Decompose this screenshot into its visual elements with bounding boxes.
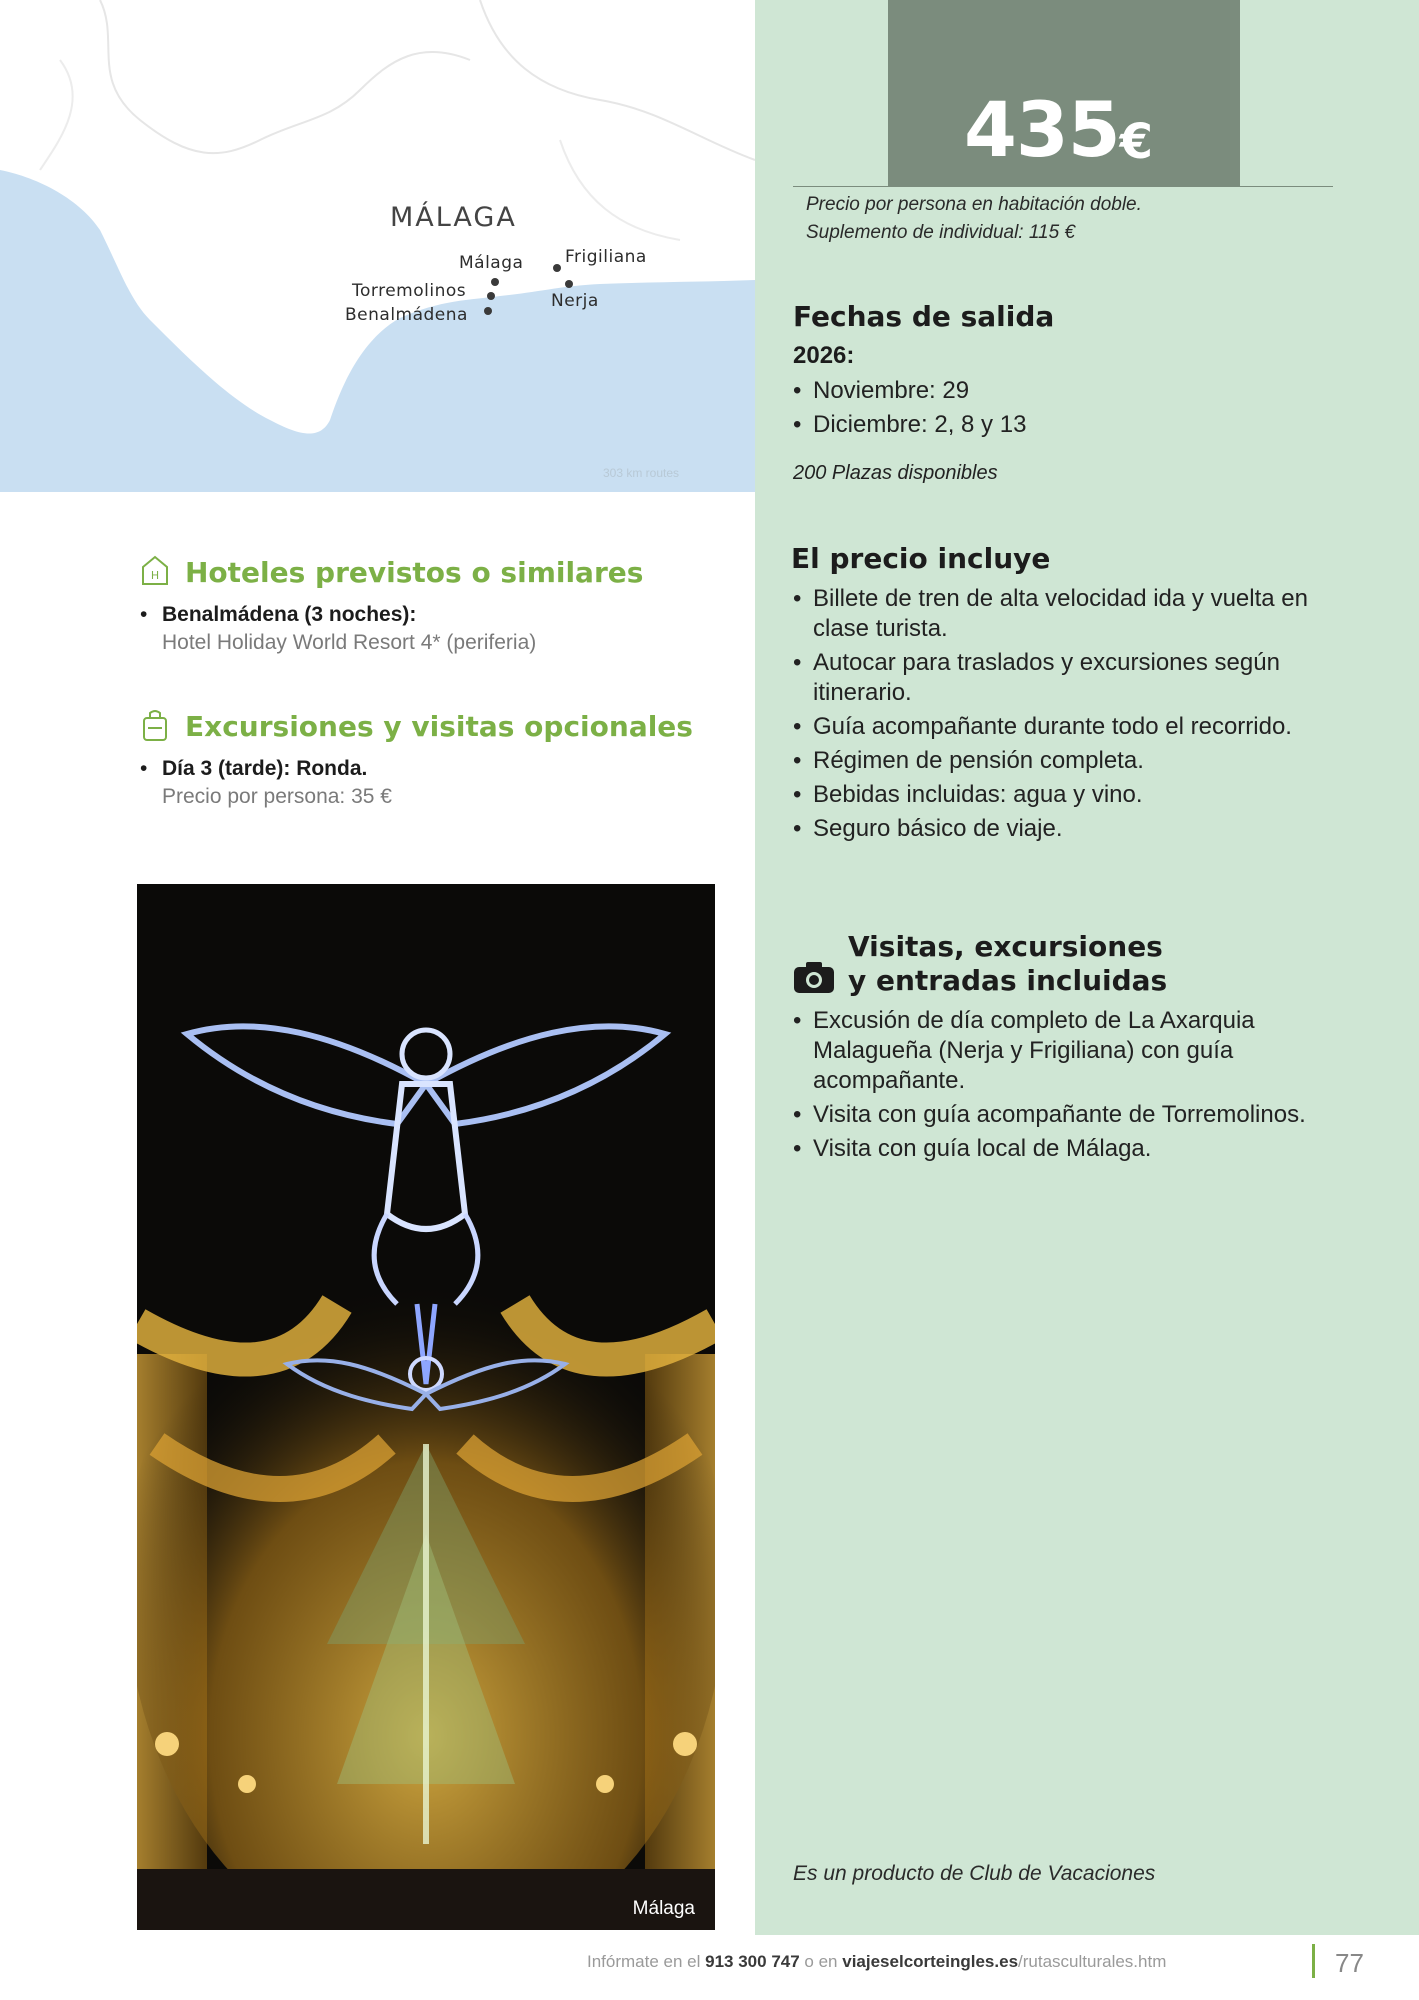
- price-note-double: Precio por persona en habitación doble.: [806, 194, 1142, 215]
- map-dot-torremolinos: [487, 292, 495, 300]
- footer-site[interactable]: viajeselcorteingles.es: [842, 1952, 1019, 1971]
- footer-path[interactable]: /rutasculturales.htm: [1018, 1952, 1167, 1971]
- visits-item: • Visita con guía acompañante de Torremolinos.: [793, 1100, 1323, 1130]
- optional-bullet: •: [140, 757, 148, 780]
- map-graphic: [0, 0, 755, 492]
- date-item: • Diciembre: 2, 8 y 13: [793, 410, 1313, 440]
- hotel-icon: [140, 554, 170, 586]
- bag-icon: [140, 708, 170, 742]
- map-dot-nerja: [565, 280, 573, 288]
- visits-item: • Visita con guía local de Málaga.: [793, 1134, 1323, 1164]
- includes-item: • Guía acompañante durante todo el recorrido.: [793, 712, 1323, 742]
- photo-graphic: [137, 884, 715, 1930]
- map-region-label: MÁLAGA: [390, 202, 517, 233]
- includes-list: [793, 584, 1323, 844]
- svg-text:H: H: [150, 569, 160, 582]
- price-value: 435€: [963, 85, 1152, 174]
- visits-list: [793, 1006, 1323, 1164]
- includes-item: • Autocar para traslados y excursiones según itinerario.: [793, 648, 1323, 708]
- optional-title: Excursiones y visitas opcionales: [185, 710, 693, 743]
- visits-title-line2: y entradas incluidas: [848, 964, 1168, 997]
- visits-item: • Excusión de día completo de La Axarquia Malagueña (Nerja y Frigiliana) con guía acompañante.: [793, 1006, 1323, 1096]
- includes-item: • Seguro básico de viaje.: [793, 814, 1323, 844]
- page-number: 77: [1335, 1948, 1364, 1978]
- date-item: • Noviembre: 29: [793, 376, 1313, 406]
- map-dot-malaga: [491, 278, 499, 286]
- price-box: [888, 0, 1240, 186]
- price-note-single: Suplemento de individual: 115 €: [806, 222, 1076, 243]
- camera-icon: [793, 960, 835, 994]
- map-dot-frigiliana: [553, 264, 561, 272]
- includes-item: • Bebidas incluidas: agua y vino.: [793, 780, 1323, 810]
- map: [0, 0, 755, 492]
- dates-title: Fechas de salida: [793, 300, 1055, 333]
- map-town-malaga: Málaga: [459, 253, 524, 273]
- map-town-torremolinos: Torremolinos: [352, 281, 467, 301]
- footer-prefix: Infórmate en el: [587, 1952, 701, 1971]
- product-note: Es un producto de Club de Vacaciones: [793, 1862, 1156, 1885]
- optional-price: Precio por persona: 35 €: [162, 785, 392, 808]
- malaga-photo: [137, 884, 715, 1930]
- availability: 200 Plazas disponibles: [793, 462, 998, 484]
- hotels-location: Benalmádena (3 noches):: [162, 603, 417, 626]
- hotels-hotel: Hotel Holiday World Resort 4* (periferia): [162, 631, 537, 654]
- hotels-bullet: •: [140, 603, 148, 626]
- optional-item: Día 3 (tarde): Ronda.: [162, 757, 368, 780]
- visits-title-line1: Visitas, excursiones: [848, 930, 1163, 963]
- includes-item: • Régimen de pensión completa.: [793, 746, 1323, 776]
- footer-middle: o en: [804, 1952, 838, 1971]
- price-currency: €: [1119, 114, 1152, 170]
- footer-phone[interactable]: 913 300 747: [705, 1952, 800, 1971]
- map-town-benalmadena: Benalmádena: [345, 305, 468, 325]
- map-town-nerja: Nerja: [551, 291, 599, 311]
- includes-title: El precio incluye: [791, 542, 1051, 575]
- map-scale: 303 km routes: [603, 466, 680, 480]
- hotels-title: Hoteles previstos o similares: [185, 556, 644, 589]
- price-divider: [793, 186, 1333, 187]
- dates-list: [793, 376, 1313, 440]
- photo-caption: Málaga: [632, 1898, 695, 1919]
- map-dot-benalmadena: [484, 307, 492, 315]
- footer: [587, 1952, 1287, 1972]
- dates-year: 2026:: [793, 342, 855, 369]
- map-town-frigiliana: Frigiliana: [565, 247, 647, 267]
- footer-divider: [1312, 1944, 1315, 1978]
- includes-item: • Billete de tren de alta velocidad ida y vuelta en clase turista.: [793, 584, 1323, 644]
